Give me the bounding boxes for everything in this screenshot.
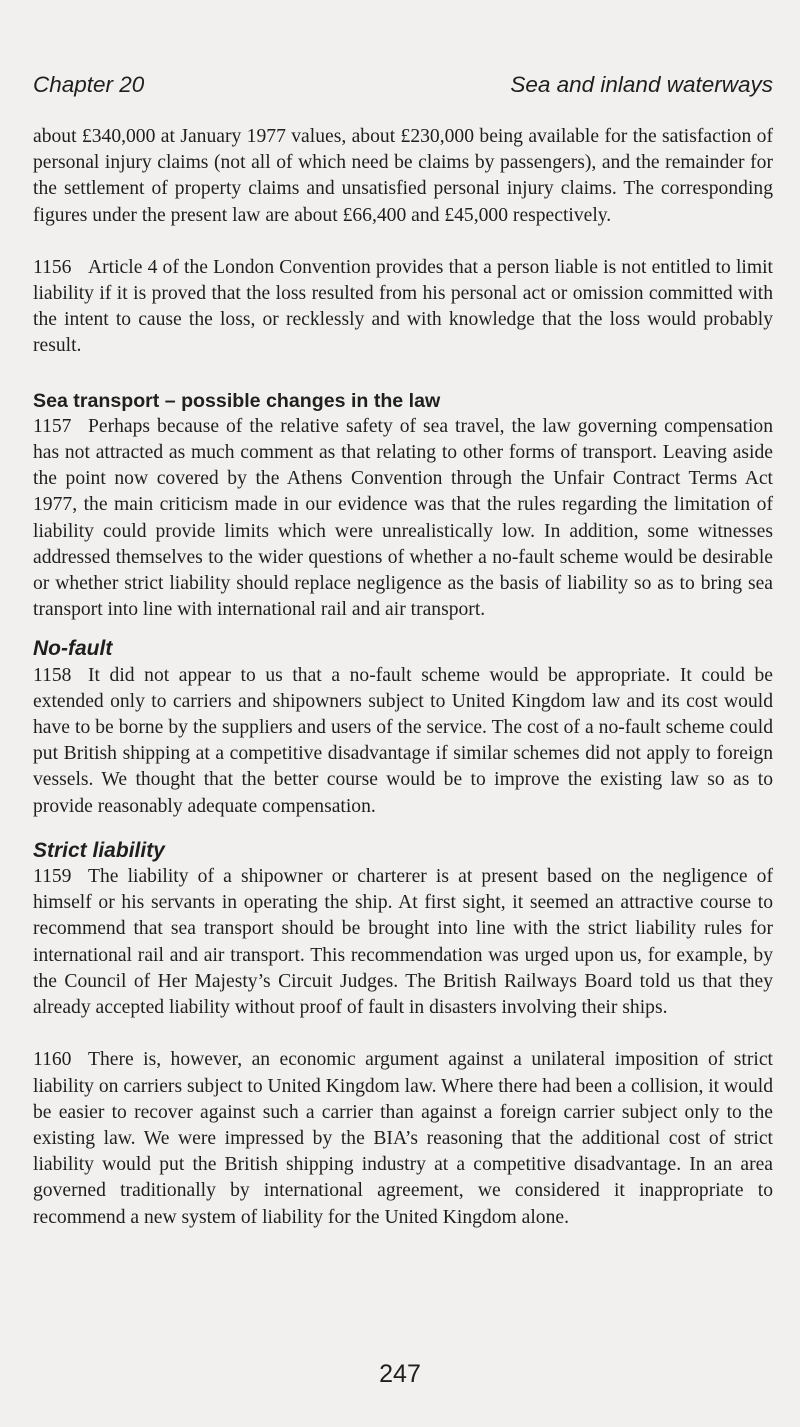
- paragraph-number: 1160: [33, 1049, 72, 1071]
- paragraph-1157: [33, 414, 773, 624]
- page-number: 247: [379, 1360, 421, 1388]
- paragraph-1158: [33, 663, 773, 820]
- section-heading: Sea transport – possible changes in the law: [33, 389, 441, 412]
- subsection-heading-no-fault: No-fault: [33, 637, 113, 661]
- paragraph-text: about £340,000 at January 1977 values, about £230,000 being available for the satisfaction of personal injury claims (not all of which need be claims by passengers), and the remainder for the settlement of property claims and unsatisfied personal injury claims. The corresponding figures under the present law are about £66,400 and £45,000 respectively.: [33, 126, 773, 226]
- paragraph-number: 1156: [33, 256, 72, 278]
- paragraph-1160: [33, 1047, 773, 1230]
- running-header: [33, 72, 773, 108]
- paragraph-text: Article 4 of the London Convention provides that a person liable is not entitled to limit liability if it is proved that the loss resulted from his personal act or omission committed with the intent to cause the loss, or recklessly and with knowledge that the loss would probably result.: [33, 256, 773, 357]
- paragraph-1159: [33, 864, 773, 1021]
- paragraph-text: There is, however, an economic argument against a unilateral imposition of strict liability on carriers subject to United Kingdom law. Where there had been a collision, it would be easier to recover against such a carrier than against a foreign carrier subject only to the existing law. We were impressed by the BIA’s reasoning that the additional cost of strict liability would put the British shipping industry at a competitive disadvantage. In an area governed traditionally by international agreement, we considered it inappropriate to recommend a new system of liability for the United Kingdom alone.: [33, 1049, 774, 1228]
- paragraph-1156: [33, 255, 773, 360]
- paragraph-number: 1157: [33, 415, 72, 437]
- paragraph-text: It did not appear to us that a no-fault scheme would be appropriate. It could be extended only to carriers and shipowners subject to United Kingdom law and its cost would have to be borne by the suppliers and users of the service. The cost of a no-fault scheme could put British shipping at a competitive disadvantage if similar schemes did not apply to foreign vessels. We thought that the better course would be to improve the existing law so as to provide reasonably adequate compensation.: [33, 664, 773, 817]
- subsection-heading-strict-liability: Strict liability: [33, 838, 165, 862]
- paragraph-continued: [33, 124, 773, 229]
- chapter-title: Sea and inland waterways: [510, 72, 773, 97]
- paragraph-text: The liability of a shipowner or charterer is at present based on the negligence of himself or his servants in operating the ship. At first sight, it seemed an attractive course to recommend that sea transport should be brought into line with the strict liability rules for international rail and air transport. This recommendation was urged upon us, for example, by the Council of Her Majesty’s Circuit Judges. The British Railways Board told us that they already accepted liability without proof of fault in disasters involving their ships.: [33, 866, 773, 1019]
- paragraph-number: 1158: [33, 664, 72, 686]
- chapter-label: Chapter 20: [33, 72, 145, 97]
- page-body: [33, 124, 773, 1244]
- paragraph-number: 1159: [33, 866, 72, 888]
- paragraph-text: Perhaps because of the relative safety of sea travel, the law governing compensation has not attracted as much comment as that relating to other forms of transport. Leaving aside the point now covered by the Athens Convention through the Unfair Contract Terms Act 1977, the main criticism made in our evidence was that the rules regarding the limitation of liability could provide limits which were unrealistically low. In addition, some witnesses addressed themselves to the wider questions of whether a no-fault scheme would be desirable or whether strict liability should replace negligence as the basis of liability so as to bring sea transport into line with international rail and air transport.: [33, 415, 773, 621]
